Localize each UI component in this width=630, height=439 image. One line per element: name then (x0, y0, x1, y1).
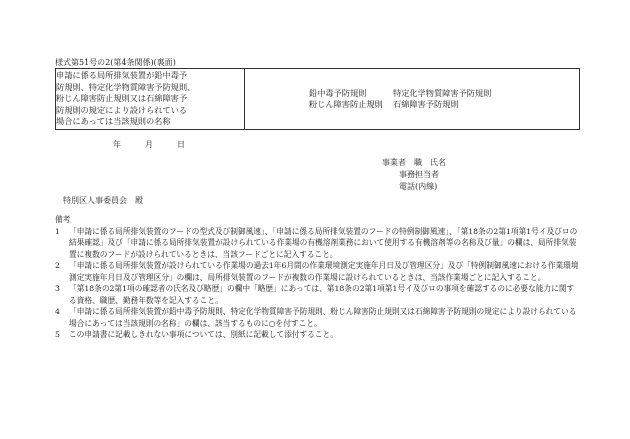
note-item (55, 226, 580, 261)
question-line: 防規則、特定化学物質障害予防規則、 (56, 81, 196, 92)
note-text: 「申請に係る局所排気装置が鉛中毒予防規則、特定化学物質障害予防規則、粉じん障害防止規則又は石綿障害予防規則の規定により設けられている場合にあっては当該規則の名称」の欄は、該当するものに○を付すこと。 (69, 307, 577, 328)
note-number: 4 (55, 307, 60, 316)
law-option-lead[interactable]: 鉛中毒予防規則 (309, 87, 367, 98)
regulation-question-cell (56, 69, 245, 130)
note-number: 1 (55, 226, 60, 236)
regulation-options-cell (245, 69, 580, 130)
date-line: 年 月 日 (113, 140, 185, 149)
notes-section (55, 214, 580, 341)
question-line: 防規則の規定により設けられている (56, 104, 188, 115)
question-line: 申請に係る局所排気装置が鉛中毒予 (56, 70, 188, 81)
note-number: 2 (55, 261, 60, 270)
notes-title: 備考 (55, 215, 71, 224)
addressee: 特別区人事委員会 殿 (63, 196, 143, 205)
regulation-options (309, 88, 579, 111)
applicant-phone-label: 電話(内線) (399, 182, 438, 191)
applicant-name-label: 事業者 職 氏名 (382, 158, 446, 167)
note-item (55, 329, 580, 341)
note-text: 「申請に係る局所排気装置が設けられている作業場の過去1年6月間の作業環境測定実施年月日及び管理区分」及び「特例制御風速における作業環境測定実施年月日及び管理区分」の欄は、局所排気装置のフードが複数の作業場に設けられているときは、当該作業場ごとに記入すること。 (69, 261, 579, 282)
note-text: この申請書に記載しきれない事項については、別紙に記載して添付すること。 (69, 330, 338, 339)
note-item (55, 260, 580, 283)
law-option-asbestos[interactable]: 石綿障害予防規則 (393, 99, 459, 109)
form-label: 様式第51号の2(第4条関係)(裏面) (55, 58, 176, 67)
question-line: 粉じん障害防止規則又は石綿障害予 (56, 93, 188, 104)
regulation-table (55, 68, 580, 130)
note-number: 5 (55, 330, 60, 339)
note-item (55, 283, 580, 306)
applicant-contact-label: 事務担当者 (399, 170, 439, 179)
applicant-block (382, 157, 446, 193)
question-line: 場合にあっては当該規則の名称 (56, 116, 171, 127)
note-text: 「申請に係る局所排気装置のフードの型式及び制御風速」、「申請に係る局所排気装置のフードの特例制御風速」、「第18条の2第1項第1号イ及びロの結果確認」及び「申請に係る局所排気装置が設けられている作業場の有機溶剤業務において使用する有機溶剤等の名称及び量」の欄は、局所排気装置に複数のフードが設けられているときは、当該フードごとに記入すること。 (69, 226, 578, 259)
law-option-specified-chemicals[interactable]: 特定化学物質障害予防規則 (393, 87, 492, 98)
note-number: 3 (55, 284, 60, 293)
law-option-dust[interactable]: 粉じん障害防止規則 (309, 99, 383, 109)
note-item (55, 306, 580, 329)
note-text: 「第18条の2第1項の確認者の氏名及び略歴」の欄中「略歴」にあっては、第18条の2第1項第1号イ及びロの事項を確認するのに必要な能力に関する資格、職歴、勤務年数等を記入すること。 (69, 284, 575, 305)
